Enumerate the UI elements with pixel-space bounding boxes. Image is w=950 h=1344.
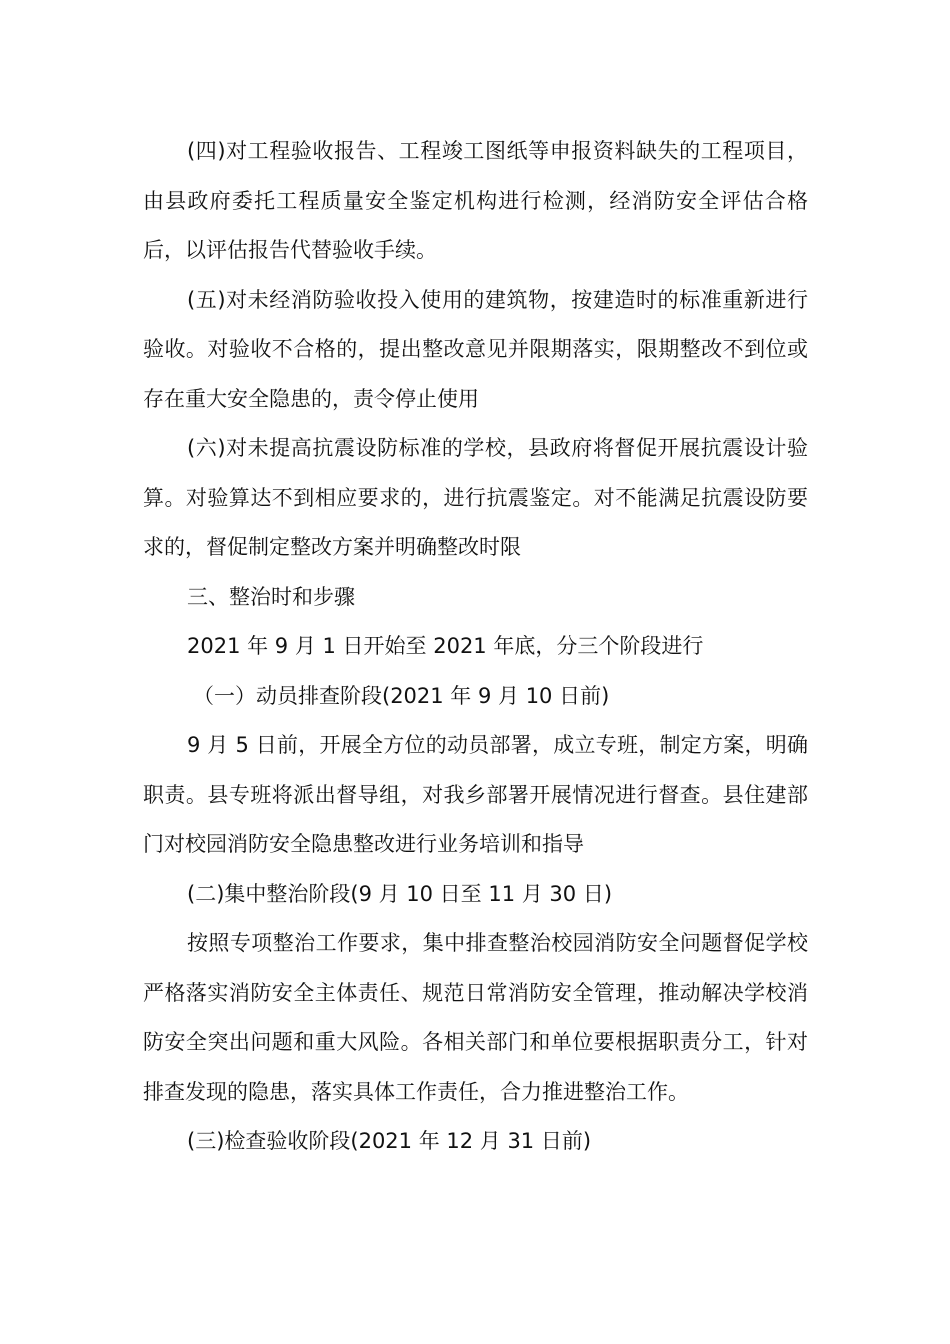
paragraph-item-5-unaccepted-buildings: (五)对未经消防验收投入使用的建筑物，按建造时的标准重新进行验收。对验收不合格的，提出整改意见并限期落实，限期整改不到位或存在重大安全隐患的，责令停止使用 — [143, 287, 808, 411]
stage-heading-3: (三)检查验收阶段(2021 年 12 月 31 日前) — [187, 1129, 592, 1153]
paragraph-schedule-overview: 2021 年 9 月 1 日开始至 2021 年底，分三个阶段进行 — [187, 634, 704, 658]
paragraph-stage-1-detail: 9 月 5 日前，开展全方位的动员部署，成立专班，制定方案，明确职责。县专班将派出督导组，对我乡部署开展情况进行督查。县住建部门对校园消防安全隐患整改进行业务培训和指导 — [143, 733, 808, 856]
section-heading-timeline: 三、整治时和步骤 — [187, 584, 355, 609]
stage-heading-2: (二)集中整治阶段(9 月 10 日至 11 月 30 日) — [187, 881, 613, 906]
paragraph-item-6-seismic: (六)对未提高抗震设防标准的学校，县政府将督促开展抗震设计验算。对验算达不到相应要求的，进行抗震鉴定。对不能满足抗震设防要求的，督促制定整改方案并明确整改时限 — [143, 436, 808, 559]
paragraph-stage-2-detail: 按照专项整治工作要求，集中排查整治校园消防安全问题督促学校严格落实消防安全主体责任、规范日常消防安全管理，推动解决学校消防安全突出问题和重大风险。各相关部门和单位要根据职责分工，针对排查发现的隐患，落实具体工作责任，合力推进整治工作。 — [143, 931, 808, 1104]
document-body — [143, 127, 808, 1167]
paragraph-item-4-archives: (四)对工程验收报告、工程竣工图纸等申报资料缺失的工程项目，由县政府委托工程质量安全鉴定机构进行检测，经消防安全评估合格后，以评估报告代替验收手续。 — [143, 139, 808, 262]
stage-heading-1: （一）动员排查阶段(2021 年 9 月 10 日前) — [193, 683, 610, 708]
